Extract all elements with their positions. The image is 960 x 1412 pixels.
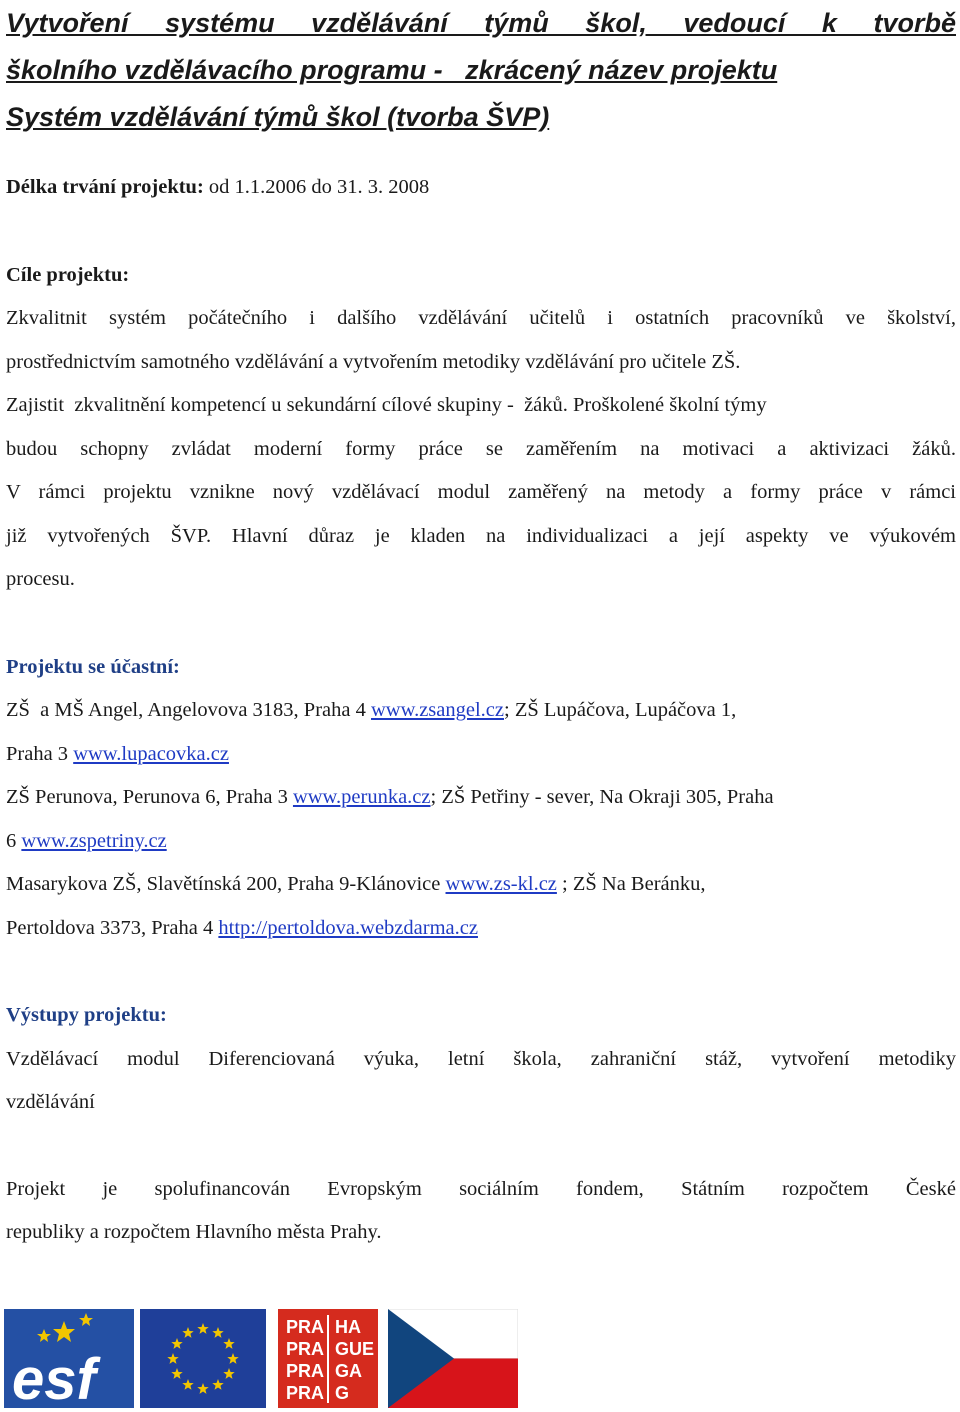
funding-line: republiky a rozpočtem Hlavního města Prahy. <box>6 1221 382 1243</box>
document-page <box>6 0 956 1255</box>
participant-line: 6 www.zspetriny.cz <box>6 829 167 852</box>
participant-line: Pertoldova 3373, Praha 4 http://pertoldova.webzdarma.cz <box>6 916 478 939</box>
duration-value: od 1.1.2006 do 31. 3. 2008 <box>203 176 430 198</box>
praha-logo <box>278 1309 378 1408</box>
outputs-line: vzdělávání <box>6 1091 95 1113</box>
school-link[interactable]: http://pertoldova.webzdarma.cz <box>218 916 478 939</box>
esf-logo <box>4 1309 266 1408</box>
esf-logo-text: esf <box>12 1347 96 1408</box>
participant-line: ZŠ a MŠ Angel, Angelovova 3183, Praha 4 www.zsangel.cz; ZŠ Lupáčova, Lupáčova 1, <box>6 699 737 721</box>
praha-text: G <box>335 1383 350 1403</box>
school-link[interactable]: www.perunka.cz <box>292 786 431 808</box>
goals-line: V rámci projektu vznikne nový vzdělávací modul zaměřený na metody a formy práce v rámci <box>6 481 956 503</box>
praha-text: GA <box>335 1361 362 1381</box>
praha-text: PRA <box>286 1339 325 1359</box>
goals-heading: Cíle projektu: <box>6 263 130 286</box>
participant-line: Masarykova ZŠ, Slavětínská 200, Praha 9-Klánovice www.zs-kl.cz ; ZŠ Na Beránku, <box>6 873 706 895</box>
title-line-1: Vytvoření systému vzdělávání týmů škol, vedoucí k tvorbě <box>6 8 956 38</box>
participants-list <box>6 689 956 950</box>
outputs-line: Vzdělávací modul Diferenciovaná výuka, letní škola, zahraniční stáž, vytvoření metodiky <box>6 1047 956 1070</box>
funding-line: Projekt je spolufinancován Evropským sociálním fondem, Státním rozpočtem České <box>6 1177 956 1200</box>
participant-line: ZŠ Perunova, Perunova 6, Praha 3 www.perunka.cz; ZŠ Petřiny - sever, Na Okraji 305, Praha <box>6 786 774 808</box>
czech-flag <box>388 1309 518 1408</box>
goals-line: procesu. <box>6 568 75 590</box>
title-line-2: školního vzdělávacího programu - zkrácený název projektu <box>6 55 778 85</box>
duration-line <box>6 166 956 210</box>
school-link[interactable]: www.zs-kl.cz <box>445 873 557 895</box>
praha-text: HA <box>335 1317 361 1337</box>
praha-text: PRA <box>286 1383 325 1403</box>
goals-line: budou schopny zvládat moderní formy práce se zaměřením na motivaci a aktivizaci žáků. <box>6 437 956 460</box>
outputs-heading: Výstupy projektu: <box>6 1004 167 1026</box>
school-link[interactable]: www.lupacovka.cz <box>73 742 229 765</box>
goals-line: již vytvořených ŠVP. Hlavní důraz je kladen na individualizaci a její aspekty ve výukovém <box>6 524 956 547</box>
document-title <box>6 0 956 141</box>
praha-text: GUE <box>335 1339 375 1359</box>
school-link[interactable]: www.zspetriny.cz <box>21 829 167 852</box>
goals-line: Zkvalitnit systém počátečního i dalšího vzdělávání učitelů i ostatních pracovníků ve školství, <box>6 307 956 329</box>
participants-heading: Projektu se účastní: <box>6 655 180 678</box>
duration-label: Délka trvání projektu: <box>6 176 204 198</box>
goals-line: prostřednictvím samotného vzdělávání a vytvořením metodiky vzdělávání pro učitele ZŠ. <box>6 350 741 373</box>
title-line-3: Systém vzdělávání týmů škol (tvorba ŠVP) <box>6 102 550 132</box>
praha-text: PRA <box>286 1317 325 1337</box>
participant-line: Praha 3 www.lupacovka.cz <box>6 742 229 765</box>
goals-text <box>6 297 956 602</box>
praha-text: PRA <box>286 1361 325 1381</box>
goals-line: Zajistit zkvalitnění kompetencí u sekundární cílové skupiny - žáků. Proškolené školní týmy <box>6 394 767 416</box>
school-link[interactable]: www.zsangel.cz <box>371 699 504 721</box>
